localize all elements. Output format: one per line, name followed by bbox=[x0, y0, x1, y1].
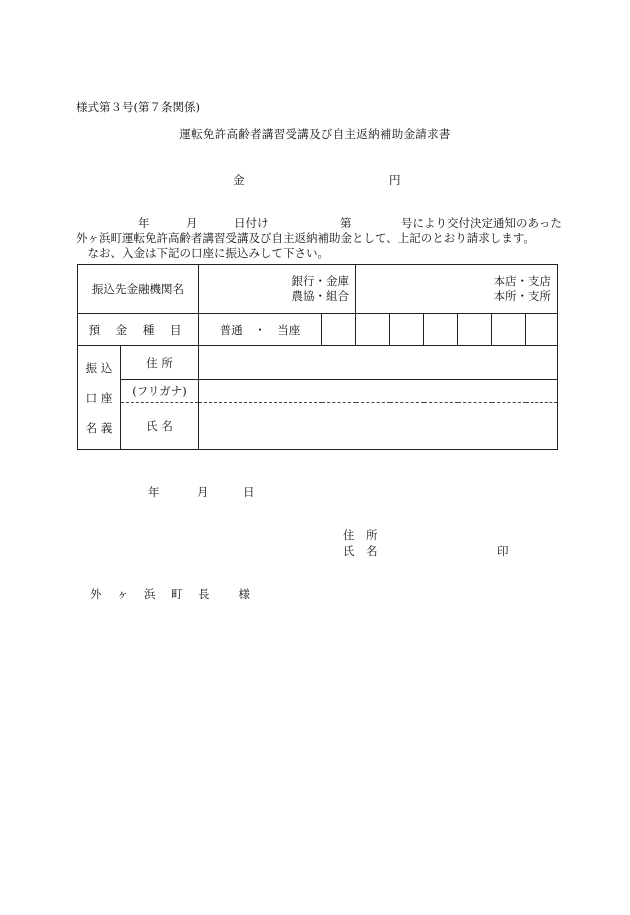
amount-kin-label: 金 bbox=[233, 173, 245, 187]
address-label: 住 所 bbox=[121, 346, 199, 380]
sign-day: 日 bbox=[243, 485, 255, 499]
bank-name-field[interactable] bbox=[199, 265, 356, 314]
body-go-text: 号により交付決定通知のあった bbox=[401, 216, 562, 230]
institution-label: 振込先金融機関名 bbox=[78, 265, 199, 314]
form-number: 様式第３号(第７条関係) bbox=[76, 100, 200, 114]
holder-address-row bbox=[78, 346, 558, 380]
holder-label-2: 口 座 bbox=[85, 390, 113, 405]
account-digit-1[interactable] bbox=[322, 314, 356, 346]
holder-label-1: 振 込 bbox=[85, 360, 113, 375]
bank-type-2: 農協・組合 bbox=[291, 289, 349, 303]
account-digit-2[interactable] bbox=[356, 314, 390, 346]
bank-account-table bbox=[77, 264, 558, 450]
account-holder-group-label bbox=[78, 346, 121, 450]
deposit-type-row bbox=[78, 314, 558, 346]
deposit-type-value[interactable]: 普通 ・ 当座 bbox=[199, 314, 322, 346]
body-year: 年 bbox=[138, 216, 150, 230]
deposit-type-label: 預 金 種 目 bbox=[78, 314, 199, 346]
furigana-label: (フリガナ) bbox=[121, 380, 199, 403]
applicant-address-label: 住 所 bbox=[343, 528, 378, 542]
address-field[interactable] bbox=[199, 346, 558, 380]
branch-type-2: 本所・支所 bbox=[493, 289, 552, 303]
seal-mark: 印 bbox=[497, 544, 509, 558]
sign-month: 月 bbox=[197, 485, 209, 499]
holder-name-row bbox=[78, 403, 558, 450]
name-label: 氏 名 bbox=[121, 403, 199, 450]
amount-en-label: 円 bbox=[389, 173, 401, 187]
branch-name-field[interactable] bbox=[356, 265, 558, 314]
account-digit-3[interactable] bbox=[390, 314, 424, 346]
account-digit-4[interactable] bbox=[424, 314, 458, 346]
branch-type-1: 本店・支店 bbox=[493, 274, 552, 288]
bank-type-1: 銀行・金庫 bbox=[291, 274, 349, 288]
document-title: 運転免許高齢者講習受講及び自主返納補助金請求書 bbox=[179, 127, 451, 141]
account-digit-5[interactable] bbox=[458, 314, 492, 346]
sign-year: 年 bbox=[148, 485, 160, 499]
body-line-1 bbox=[76, 215, 562, 230]
body-date-suffix: 日付け bbox=[234, 216, 269, 230]
institution-row bbox=[78, 265, 558, 314]
furigana-field[interactable] bbox=[199, 380, 558, 403]
applicant-name-label: 氏 名 bbox=[343, 544, 378, 558]
holder-label-3: 名 義 bbox=[85, 420, 113, 435]
addressee: 外 ヶ 浜 町 長 様 bbox=[90, 587, 252, 601]
body-month: 月 bbox=[186, 216, 198, 230]
account-digit-7[interactable] bbox=[526, 314, 558, 346]
body-dai: 第 bbox=[340, 216, 352, 230]
account-digit-6[interactable] bbox=[492, 314, 526, 346]
name-field[interactable] bbox=[199, 403, 558, 450]
body-line-3: なお、入金は下記の口座に振込みして下さい。 bbox=[76, 246, 329, 260]
holder-furigana-row bbox=[78, 380, 558, 403]
body-line-2: 外ヶ浜町運転免許高齢者講習受講及び自主返納補助金として、上記のとおり請求します。 bbox=[76, 231, 535, 245]
